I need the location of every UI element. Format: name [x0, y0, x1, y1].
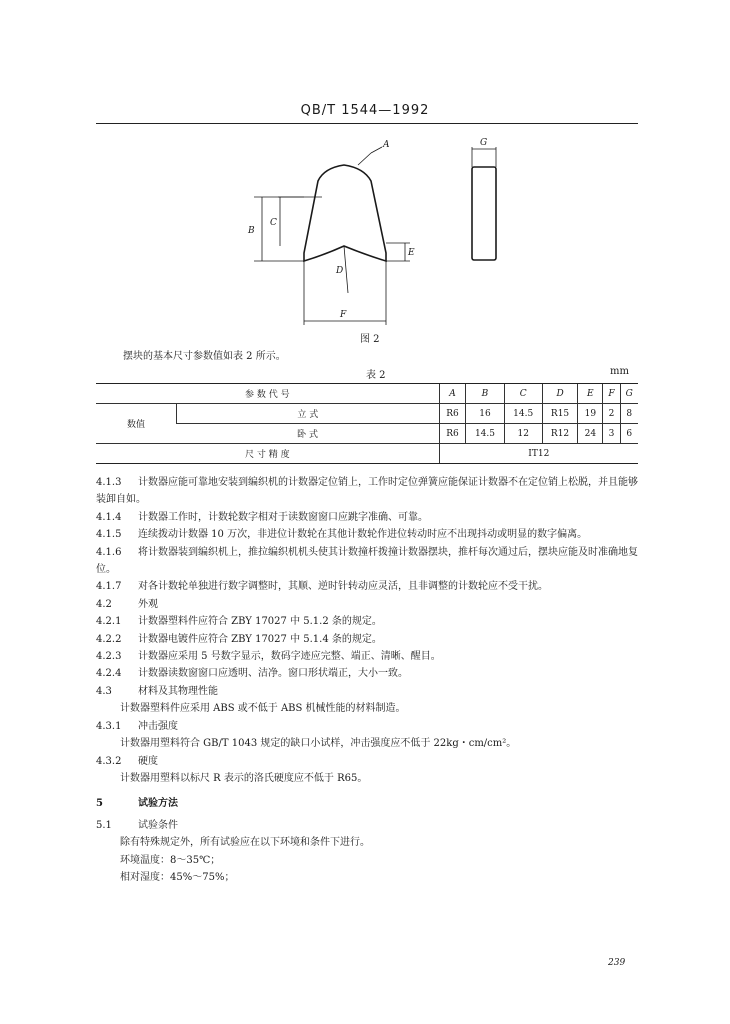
- table-unit: mm: [610, 366, 629, 377]
- clause-number: 4.1.7: [96, 581, 122, 593]
- subsection-number: 5.1: [96, 819, 112, 831]
- clause-number: 4.2.3: [96, 651, 122, 663]
- clause-number: 4.2.1: [96, 616, 122, 628]
- value-cell: 24: [578, 424, 603, 444]
- value-cell: R15: [542, 404, 577, 424]
- label-d: D: [336, 266, 344, 276]
- intro-text: 摆块的基本尺寸参数值如表 2 所示。: [123, 351, 286, 362]
- clause-text: 材料及其物理性能: [138, 685, 218, 697]
- section-number: 5: [96, 798, 103, 810]
- clause: [96, 526, 642, 543]
- label-e: E: [408, 248, 415, 258]
- clause: [96, 753, 642, 770]
- clause: [96, 683, 642, 700]
- clause: [96, 718, 642, 735]
- value-cell: 8: [620, 404, 638, 424]
- label-b: B: [248, 226, 255, 236]
- value-cell: 16: [466, 404, 504, 424]
- header-label-cell: 参 数 代 号: [96, 384, 439, 404]
- clause-text: 计数器读数窗窗口应透明、洁净。窗口形状端正，大小一致。: [138, 668, 408, 680]
- value-cell: 14.5: [466, 424, 504, 444]
- body-text: [96, 474, 642, 886]
- clause-text: 计数器工作时，计数轮数字相对于读数窗窗口应跳字准确、可靠。: [138, 511, 428, 523]
- header-rule: [96, 123, 638, 124]
- value-cell: 14.5: [504, 404, 542, 424]
- side-view: [472, 167, 496, 260]
- clause-number: 4.1.5: [96, 529, 122, 541]
- clause: [96, 509, 642, 526]
- section-title: 试验方法: [138, 798, 178, 810]
- clause-number: 4.2.4: [96, 668, 122, 680]
- table-caption: 表 2: [366, 370, 386, 381]
- row-label-cell: 卧 式: [177, 424, 440, 444]
- value-cell: 6: [620, 424, 638, 444]
- clause-text: 计数器塑料件应符合 ZBY 17027 中 5.1.2 条的规定。: [138, 616, 382, 628]
- clause: [96, 613, 642, 630]
- clause-number: 4.2: [96, 598, 112, 610]
- figure-2: [240, 133, 530, 348]
- symbol-cell: D: [542, 384, 577, 404]
- clause-text: 硬度: [138, 755, 158, 767]
- symbol-cell: G: [620, 384, 638, 404]
- value-cell: R6: [439, 404, 466, 424]
- label-f: F: [340, 310, 347, 320]
- figure-caption: 图 2: [360, 334, 380, 345]
- value-cell: R6: [439, 424, 466, 444]
- clause-text: 将计数器装到编织机上，推拉编织机机头使其计数撞杆拨撞计数器摆块，推杆每次通过后，摆块应能及时准确地复位。: [96, 546, 638, 576]
- clause: [96, 631, 642, 648]
- symbol-cell: E: [578, 384, 603, 404]
- clause-number: 4.1.3: [96, 477, 122, 488]
- clause-text: 计数器应采用 5 号数字显示，数码字迹应完整、端正、清晰、醒目。: [138, 651, 441, 663]
- row-label-cell: 立 式: [177, 404, 440, 424]
- symbol-cell: C: [504, 384, 542, 404]
- page-header: QB/T 1544—1992: [300, 103, 430, 118]
- clause-number: 4.1.4: [96, 511, 122, 523]
- table-row: [96, 404, 638, 424]
- value-cell: 12: [504, 424, 542, 444]
- figure-2-drawing: [240, 133, 530, 348]
- clause: [96, 544, 642, 579]
- clause: [96, 665, 642, 682]
- clause-paragraph: 计数器塑料件应采用 ABS 或不低于 ABS 机械性能的材料制造。: [120, 703, 406, 715]
- clause-text: 计数器应能可靠地安装到编织机的计数器定位销上，工作时定位弹簧应能保证计数器不在定位销上松脱，并且能够装卸自如。: [96, 477, 638, 506]
- table-row: [96, 424, 638, 444]
- block-profile: [304, 165, 386, 261]
- condition-line: 相对湿度：45%～75%；: [120, 871, 235, 883]
- symbol-cell: F: [603, 384, 620, 404]
- group-label-cell: 数值: [96, 404, 177, 444]
- table-precision-row: [96, 444, 638, 464]
- clause-text: 计数器电镀件应符合 ZBY 17027 中 5.1.4 条的规定。: [138, 633, 382, 645]
- section-heading: [96, 795, 642, 812]
- label-c: C: [270, 218, 277, 228]
- clause-text: 连续拨动计数器 10 万次，非进位计数轮在其他计数轮作进位转动时应不出现抖动或明显的数字偏离。: [138, 529, 588, 541]
- label-a: A: [383, 140, 390, 150]
- parameter-table: [96, 383, 638, 464]
- condition-line: 除有特殊规定外，所有试验应在以下环境和条件下进行。: [120, 837, 370, 849]
- value-cell: 2: [603, 404, 620, 424]
- clause: [96, 648, 642, 665]
- clause: [96, 474, 642, 509]
- subsection-title: 试验条件: [138, 819, 178, 831]
- clause: [96, 578, 642, 595]
- label-g: G: [480, 138, 488, 148]
- clause-number: 4.3: [96, 685, 112, 697]
- clause-text: 冲击强度: [138, 720, 178, 732]
- symbol-cell: A: [439, 384, 466, 404]
- precision-label-cell: 尺 寸 精 度: [96, 444, 439, 464]
- symbol-cell: B: [466, 384, 504, 404]
- page-number: 239: [608, 958, 626, 968]
- value-cell: 19: [578, 404, 603, 424]
- clause-number: 4.3.2: [96, 755, 122, 767]
- clause-paragraph: 计数器用塑料符合 GB/T 1043 规定的缺口小试样，冲击强度应不低于 22kg・cm/cm²。: [120, 738, 517, 750]
- value-cell: 3: [603, 424, 620, 444]
- clause-number: 4.1.6: [96, 546, 122, 558]
- subsection-heading: [96, 817, 642, 834]
- value-cell: R12: [542, 424, 577, 444]
- precision-value-cell: IT12: [439, 444, 638, 464]
- clause-number: 4.2.2: [96, 633, 122, 645]
- table-header-row: [96, 384, 638, 404]
- clause-number: 4.3.1: [96, 720, 122, 732]
- clause: [96, 596, 642, 613]
- clause-text: 对各计数轮单独进行数字调整时，其顺、逆时针转动应灵活，且非调整的计数轮应不受干扰。: [138, 581, 548, 593]
- condition-line: 环境温度：8～35℃；: [120, 854, 221, 866]
- clause-text: 外观: [138, 598, 158, 610]
- clause-paragraph: 计数器用塑料以标尺 R 表示的洛氏硬度应不低于 R65。: [120, 772, 368, 784]
